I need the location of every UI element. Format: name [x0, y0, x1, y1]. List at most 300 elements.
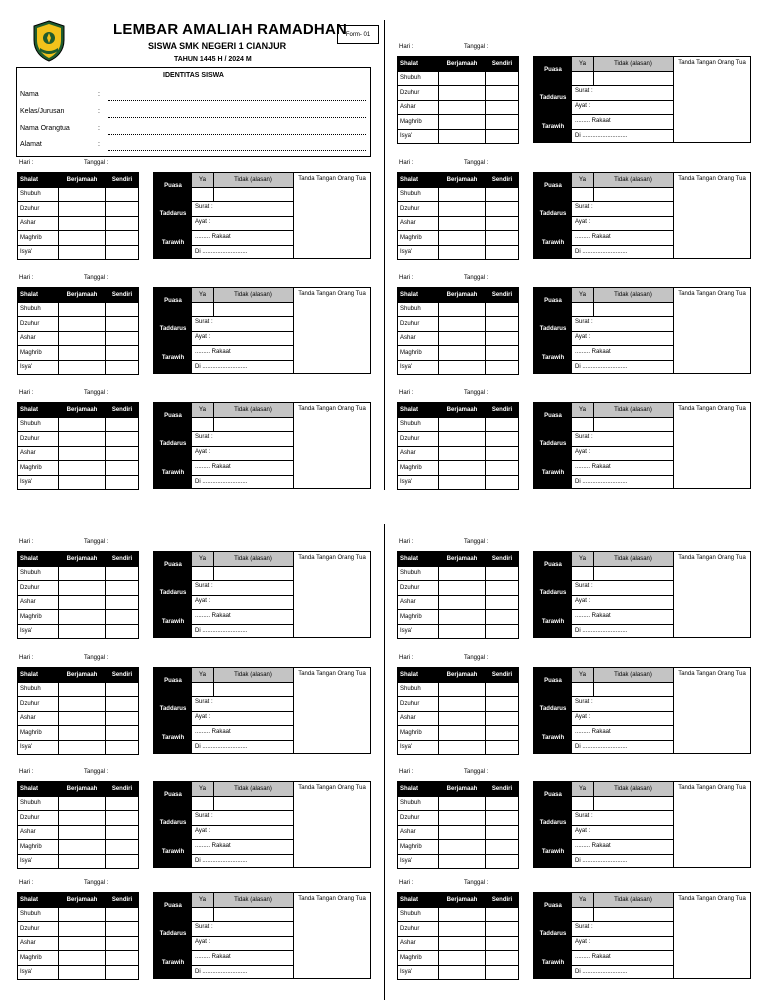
prayer-row — [398, 726, 519, 741]
berjamaah-cell[interactable] — [59, 417, 106, 432]
tarawih-location-field[interactable]: Di ........................... — [195, 249, 248, 255]
sendiri-cell[interactable] — [486, 245, 519, 260]
surat-field[interactable]: Surat : — [195, 924, 213, 930]
sendiri-cell[interactable] — [486, 936, 519, 951]
prayer-row — [398, 610, 519, 625]
sendiri-cell[interactable] — [486, 346, 519, 361]
berjamaah-cell[interactable] — [59, 475, 106, 490]
ibadah-box — [533, 892, 751, 979]
sendiri-cell[interactable] — [106, 682, 139, 697]
sendiri-cell[interactable] — [486, 595, 519, 610]
sendiri-cell[interactable] — [106, 581, 139, 596]
surat-field[interactable]: Surat : — [195, 319, 213, 325]
puasa-ya-cell[interactable] — [573, 303, 593, 316]
sendiri-cell[interactable] — [486, 840, 519, 855]
sendiri-cell[interactable] — [486, 475, 519, 490]
tarawih-location-field[interactable]: Di ........................... — [195, 364, 248, 370]
sendiri-cell[interactable] — [486, 796, 519, 811]
ayat-field[interactable]: Ayat : — [575, 828, 591, 834]
berjamaah-cell[interactable] — [59, 740, 106, 755]
sendiri-cell[interactable] — [486, 115, 519, 130]
tarawih-location-field[interactable]: Di ........................... — [575, 858, 628, 864]
surat-field[interactable]: Surat : — [575, 434, 593, 440]
surat-field[interactable]: Surat : — [195, 813, 213, 819]
prayer-name: Shubuh — [398, 302, 439, 317]
berjamaah-cell[interactable] — [59, 697, 106, 712]
berjamaah-cell[interactable] — [59, 202, 106, 217]
ayat-field[interactable]: Ayat : — [195, 449, 211, 455]
ayat-field[interactable]: Ayat : — [195, 334, 211, 340]
berjamaah-cell[interactable] — [439, 216, 486, 231]
grid-line — [572, 965, 673, 966]
berjamaah-cell[interactable] — [59, 331, 106, 346]
tarawih-location-field[interactable]: Di ........................... — [195, 858, 248, 864]
grid-line — [192, 696, 293, 697]
puasa-ya-cell[interactable] — [193, 797, 213, 810]
daily-record — [397, 655, 751, 760]
rakaat-field[interactable]: ......... Rakaat — [575, 234, 611, 240]
sendiri-cell[interactable] — [486, 86, 519, 101]
sendiri-cell[interactable] — [106, 697, 139, 712]
rakaat-field[interactable]: ......... Rakaat — [575, 613, 611, 619]
sendiri-cell[interactable] — [486, 302, 519, 317]
sendiri-cell[interactable] — [106, 740, 139, 755]
ayat-field[interactable]: Ayat : — [575, 334, 591, 340]
sendiri-cell[interactable] — [106, 922, 139, 937]
surat-field[interactable]: Surat : — [575, 204, 593, 210]
prayer-row — [398, 446, 519, 461]
puasa-ya-cell[interactable] — [573, 683, 593, 696]
parent-signature-label: Tanda Tangan Orang Tua — [678, 671, 746, 677]
puasa-ya-cell[interactable] — [573, 567, 593, 580]
shalat-header-cell: Berjamaah — [439, 288, 486, 303]
rakaat-field[interactable]: ......... Rakaat — [575, 349, 611, 355]
sendiri-cell[interactable] — [106, 216, 139, 231]
sendiri-cell[interactable] — [106, 566, 139, 581]
ayat-field[interactable]: Ayat : — [195, 939, 211, 945]
ayat-field[interactable]: Ayat : — [575, 103, 591, 109]
sendiri-cell[interactable] — [486, 417, 519, 432]
puasa-tidak-cell[interactable] — [214, 418, 293, 431]
ayat-field[interactable]: Ayat : — [195, 219, 211, 225]
prayer-name: Isya' — [398, 854, 439, 869]
surat-field[interactable]: Surat : — [195, 434, 213, 440]
sendiri-cell[interactable] — [106, 187, 139, 202]
tarawih-location-field[interactable]: Di ........................... — [575, 744, 628, 750]
tidak-header: Tidak (alasan) — [593, 668, 673, 682]
berjamaah-cell[interactable] — [439, 461, 486, 476]
tarawih-label: Tarawih — [541, 619, 565, 625]
berjamaah-cell[interactable] — [59, 581, 106, 596]
berjamaah-cell[interactable] — [59, 302, 106, 317]
grid-line — [673, 57, 674, 143]
prayer-row — [18, 360, 139, 375]
berjamaah-cell[interactable] — [59, 610, 106, 625]
berjamaah-cell[interactable] — [439, 624, 486, 639]
tarawih-location-field[interactable]: Di ........................... — [575, 969, 628, 975]
shalat-header-cell: Shalat — [398, 403, 439, 418]
shalat-header-row — [398, 288, 519, 303]
rakaat-field[interactable]: ......... Rakaat — [195, 349, 231, 355]
surat-field[interactable]: Surat : — [195, 204, 213, 210]
sendiri-cell[interactable] — [486, 624, 519, 639]
rakaat-field[interactable]: ......... Rakaat — [195, 843, 231, 849]
prayer-row — [398, 711, 519, 726]
taddarus-label: Taddarus — [539, 820, 567, 826]
sendiri-cell[interactable] — [486, 461, 519, 476]
puasa-ya-cell[interactable] — [193, 188, 213, 201]
sendiri-cell[interactable] — [106, 796, 139, 811]
berjamaah-cell[interactable] — [439, 610, 486, 625]
prayer-row — [398, 581, 519, 596]
parent-signature-label: Tanda Tangan Orang Tua — [298, 555, 366, 561]
puasa-ya-cell[interactable] — [193, 908, 213, 921]
berjamaah-cell[interactable] — [59, 682, 106, 697]
sendiri-cell[interactable] — [486, 216, 519, 231]
daily-record — [17, 390, 371, 495]
sendiri-cell[interactable] — [106, 811, 139, 826]
berjamaah-cell[interactable] — [439, 566, 486, 581]
sendiri-cell[interactable] — [486, 697, 519, 712]
shalat-header-cell: Shalat — [398, 668, 439, 683]
puasa-ya-cell[interactable] — [193, 567, 213, 580]
sendiri-cell[interactable] — [486, 432, 519, 447]
sendiri-cell[interactable] — [106, 461, 139, 476]
sendiri-cell[interactable] — [486, 317, 519, 332]
puasa-ya-cell[interactable] — [573, 188, 593, 201]
berjamaah-cell[interactable] — [59, 624, 106, 639]
rakaat-field[interactable]: ......... Rakaat — [195, 613, 231, 619]
berjamaah-cell[interactable] — [439, 100, 486, 115]
berjamaah-cell[interactable] — [59, 965, 106, 980]
berjamaah-cell[interactable] — [439, 936, 486, 951]
berjamaah-cell[interactable] — [59, 726, 106, 741]
sendiri-cell[interactable] — [106, 965, 139, 980]
sendiri-cell[interactable] — [486, 566, 519, 581]
berjamaah-cell[interactable] — [439, 697, 486, 712]
surat-field[interactable]: Surat : — [575, 924, 593, 930]
berjamaah-cell[interactable] — [439, 446, 486, 461]
grid-line — [572, 839, 673, 840]
tarawih-location-field[interactable]: Di ........................... — [195, 969, 248, 975]
identity-input-line[interactable] — [108, 134, 366, 135]
shalat-header-row — [18, 668, 139, 683]
taddarus-label: Taddarus — [159, 211, 187, 217]
puasa-label: Puasa — [544, 903, 562, 909]
puasa-ya-cell[interactable] — [573, 418, 593, 431]
tarawih-location-field[interactable]: Di ........................... — [575, 133, 628, 139]
tanggal-label: Tanggal : — [84, 275, 109, 281]
berjamaah-cell[interactable] — [59, 216, 106, 231]
tidak-header: Tidak (alasan) — [213, 668, 293, 682]
sendiri-cell[interactable] — [106, 417, 139, 432]
grid-line — [293, 552, 294, 638]
sendiri-cell[interactable] — [486, 360, 519, 375]
berjamaah-cell[interactable] — [59, 432, 106, 447]
berjamaah-cell[interactable] — [59, 922, 106, 937]
ayat-field[interactable]: Ayat : — [575, 219, 591, 225]
sendiri-cell[interactable] — [106, 360, 139, 375]
berjamaah-cell[interactable] — [439, 317, 486, 332]
prayer-row — [398, 317, 519, 332]
puasa-tidak-cell[interactable] — [214, 567, 293, 580]
berjamaah-cell[interactable] — [439, 595, 486, 610]
puasa-tidak-cell[interactable] — [594, 303, 673, 316]
berjamaah-cell[interactable] — [59, 711, 106, 726]
identity-input-line[interactable] — [108, 150, 366, 151]
berjamaah-cell[interactable] — [439, 854, 486, 869]
sendiri-cell[interactable] — [106, 610, 139, 625]
rakaat-field[interactable]: ......... Rakaat — [575, 464, 611, 470]
sendiri-cell[interactable] — [486, 726, 519, 741]
sendiri-cell[interactable] — [106, 936, 139, 951]
berjamaah-cell[interactable] — [59, 840, 106, 855]
sendiri-cell[interactable] — [486, 922, 519, 937]
sendiri-cell[interactable] — [486, 854, 519, 869]
sendiri-cell[interactable] — [106, 854, 139, 869]
sendiri-cell[interactable] — [486, 100, 519, 115]
prayer-row — [18, 302, 139, 317]
berjamaah-cell[interactable] — [59, 951, 106, 966]
berjamaah-cell[interactable] — [439, 682, 486, 697]
berjamaah-cell[interactable] — [439, 907, 486, 922]
sendiri-cell[interactable] — [486, 71, 519, 86]
berjamaah-cell[interactable] — [439, 726, 486, 741]
puasa-ya-cell[interactable] — [573, 908, 593, 921]
berjamaah-cell[interactable] — [439, 965, 486, 980]
berjamaah-cell[interactable] — [439, 231, 486, 246]
identity-input-line[interactable] — [108, 100, 366, 101]
surat-field[interactable]: Surat : — [195, 699, 213, 705]
sendiri-cell[interactable] — [106, 840, 139, 855]
grid-line — [293, 668, 294, 754]
berjamaah-cell[interactable] — [59, 187, 106, 202]
berjamaah-cell[interactable] — [59, 317, 106, 332]
ayat-field[interactable]: Ayat : — [195, 598, 211, 604]
sendiri-cell[interactable] — [106, 346, 139, 361]
berjamaah-cell[interactable] — [59, 446, 106, 461]
sendiri-cell[interactable] — [106, 317, 139, 332]
surat-field[interactable]: Surat : — [575, 88, 593, 94]
sendiri-cell[interactable] — [486, 682, 519, 697]
sendiri-cell[interactable] — [106, 624, 139, 639]
tarawih-location-field[interactable]: Di ........................... — [575, 628, 628, 634]
sendiri-cell[interactable] — [106, 432, 139, 447]
puasa-label: Puasa — [544, 792, 562, 798]
puasa-ya-cell[interactable] — [193, 303, 213, 316]
berjamaah-cell[interactable] — [439, 331, 486, 346]
sendiri-cell[interactable] — [486, 811, 519, 826]
berjamaah-cell[interactable] — [59, 566, 106, 581]
berjamaah-cell[interactable] — [59, 360, 106, 375]
ibadah-box — [533, 172, 751, 259]
sendiri-cell[interactable] — [106, 907, 139, 922]
sendiri-cell[interactable] — [486, 610, 519, 625]
sendiri-cell[interactable] — [106, 825, 139, 840]
tarawih-location-field[interactable]: Di ........................... — [575, 249, 628, 255]
puasa-tidak-cell[interactable] — [214, 188, 293, 201]
prayer-name: Ashar — [18, 711, 59, 726]
grid-line — [572, 431, 673, 432]
shalat-header-row — [398, 668, 519, 683]
puasa-tidak-cell[interactable] — [594, 797, 673, 810]
puasa-ya-cell[interactable] — [573, 797, 593, 810]
surat-field[interactable]: Surat : — [575, 813, 593, 819]
sendiri-cell[interactable] — [106, 726, 139, 741]
ibadah-box — [153, 551, 371, 638]
puasa-tidak-cell[interactable] — [214, 303, 293, 316]
shalat-header-row — [398, 552, 519, 567]
sendiri-cell[interactable] — [486, 187, 519, 202]
sendiri-cell[interactable] — [106, 595, 139, 610]
shalat-header-cell: Sendiri — [486, 173, 519, 188]
ibadah-box — [153, 781, 371, 868]
sendiri-cell[interactable] — [106, 711, 139, 726]
ayat-field[interactable]: Ayat : — [195, 828, 211, 834]
tarawih-location-field[interactable]: Di ........................... — [575, 364, 628, 370]
ayat-field[interactable]: Ayat : — [575, 449, 591, 455]
sendiri-cell[interactable] — [106, 231, 139, 246]
sendiri-cell[interactable] — [106, 446, 139, 461]
berjamaah-cell[interactable] — [439, 202, 486, 217]
sendiri-cell[interactable] — [106, 245, 139, 260]
berjamaah-cell[interactable] — [439, 711, 486, 726]
berjamaah-cell[interactable] — [59, 825, 106, 840]
berjamaah-cell[interactable] — [439, 71, 486, 86]
tanggal-label: Tanggal : — [464, 275, 489, 281]
berjamaah-cell[interactable] — [439, 581, 486, 596]
tarawih-location-field[interactable]: Di ........................... — [575, 479, 628, 485]
ayat-field[interactable]: Ayat : — [575, 714, 591, 720]
puasa-tidak-cell[interactable] — [594, 683, 673, 696]
rakaat-field[interactable]: ......... Rakaat — [575, 843, 611, 849]
shalat-header-cell: Berjamaah — [59, 173, 106, 188]
rakaat-field[interactable]: ......... Rakaat — [195, 729, 231, 735]
identity-field-label: Nama Orangtua — [20, 125, 70, 132]
sendiri-cell[interactable] — [486, 446, 519, 461]
daily-record — [397, 880, 751, 985]
berjamaah-cell[interactable] — [59, 231, 106, 246]
berjamaah-cell[interactable] — [59, 811, 106, 826]
berjamaah-cell[interactable] — [439, 825, 486, 840]
sendiri-cell[interactable] — [486, 711, 519, 726]
sendiri-cell[interactable] — [486, 231, 519, 246]
ayat-field[interactable]: Ayat : — [575, 598, 591, 604]
shalat-header-cell: Berjamaah — [439, 668, 486, 683]
puasa-tidak-cell[interactable] — [214, 797, 293, 810]
berjamaah-cell[interactable] — [439, 129, 486, 144]
berjamaah-cell[interactable] — [439, 840, 486, 855]
rakaat-field[interactable]: ......... Rakaat — [195, 464, 231, 470]
identity-input-line[interactable] — [108, 117, 366, 118]
prayer-row — [18, 624, 139, 639]
berjamaah-cell[interactable] — [439, 245, 486, 260]
sendiri-cell[interactable] — [486, 740, 519, 755]
berjamaah-cell[interactable] — [439, 86, 486, 101]
puasa-tidak-cell[interactable] — [594, 188, 673, 201]
sendiri-cell[interactable] — [106, 951, 139, 966]
grid-line — [572, 725, 673, 726]
puasa-ya-cell[interactable] — [193, 418, 213, 431]
ayat-field[interactable]: Ayat : — [195, 714, 211, 720]
rakaat-field[interactable]: ......... Rakaat — [575, 118, 611, 124]
tarawih-location-field[interactable]: Di ........................... — [195, 628, 248, 634]
sendiri-cell[interactable] — [486, 129, 519, 144]
sendiri-cell[interactable] — [486, 581, 519, 596]
berjamaah-cell[interactable] — [59, 936, 106, 951]
berjamaah-cell[interactable] — [59, 245, 106, 260]
berjamaah-cell[interactable] — [59, 796, 106, 811]
surat-field[interactable]: Surat : — [575, 699, 593, 705]
puasa-tidak-cell[interactable] — [594, 418, 673, 431]
puasa-tidak-cell[interactable] — [594, 72, 673, 85]
berjamaah-cell[interactable] — [439, 346, 486, 361]
berjamaah-cell[interactable] — [439, 740, 486, 755]
surat-field[interactable]: Surat : — [575, 319, 593, 325]
berjamaah-cell[interactable] — [59, 461, 106, 476]
daily-record — [397, 539, 751, 644]
sendiri-cell[interactable] — [106, 475, 139, 490]
sendiri-cell[interactable] — [486, 951, 519, 966]
sendiri-cell[interactable] — [486, 331, 519, 346]
berjamaah-cell[interactable] — [59, 346, 106, 361]
surat-field[interactable]: Surat : — [575, 583, 593, 589]
sendiri-cell[interactable] — [486, 825, 519, 840]
berjamaah-cell[interactable] — [439, 360, 486, 375]
berjamaah-cell[interactable] — [439, 811, 486, 826]
grid-line — [572, 810, 673, 811]
berjamaah-cell[interactable] — [439, 951, 486, 966]
sendiri-cell[interactable] — [486, 965, 519, 980]
sendiri-cell[interactable] — [106, 302, 139, 317]
puasa-tidak-cell[interactable] — [594, 908, 673, 921]
berjamaah-cell[interactable] — [439, 417, 486, 432]
berjamaah-cell[interactable] — [59, 854, 106, 869]
berjamaah-cell[interactable] — [439, 302, 486, 317]
berjamaah-cell[interactable] — [439, 187, 486, 202]
prayer-name: Ashar — [18, 595, 59, 610]
sendiri-cell[interactable] — [486, 202, 519, 217]
berjamaah-cell[interactable] — [439, 796, 486, 811]
sendiri-cell[interactable] — [106, 202, 139, 217]
sendiri-cell[interactable] — [486, 907, 519, 922]
berjamaah-cell[interactable] — [439, 432, 486, 447]
identity-colon: : — [98, 125, 100, 132]
sendiri-cell[interactable] — [106, 331, 139, 346]
rakaat-field[interactable]: ......... Rakaat — [575, 954, 611, 960]
rakaat-field[interactable]: ......... Rakaat — [195, 234, 231, 240]
berjamaah-cell[interactable] — [439, 115, 486, 130]
rakaat-field[interactable]: ......... Rakaat — [195, 954, 231, 960]
grid-line — [572, 345, 673, 346]
surat-field[interactable]: Surat : — [195, 583, 213, 589]
puasa-tidak-cell[interactable] — [214, 683, 293, 696]
shalat-table — [17, 551, 139, 639]
berjamaah-cell[interactable] — [439, 922, 486, 937]
ayat-field[interactable]: Ayat : — [575, 939, 591, 945]
puasa-ya-cell[interactable] — [193, 683, 213, 696]
berjamaah-cell[interactable] — [59, 595, 106, 610]
berjamaah-cell[interactable] — [59, 907, 106, 922]
puasa-ya-cell[interactable] — [573, 72, 593, 85]
puasa-tidak-cell[interactable] — [594, 567, 673, 580]
tarawih-location-field[interactable]: Di ........................... — [195, 479, 248, 485]
rakaat-field[interactable]: ......... Rakaat — [575, 729, 611, 735]
prayer-name: Maghrib — [18, 951, 59, 966]
tarawih-location-field[interactable]: Di ........................... — [195, 744, 248, 750]
puasa-tidak-cell[interactable] — [214, 908, 293, 921]
berjamaah-cell[interactable] — [439, 475, 486, 490]
